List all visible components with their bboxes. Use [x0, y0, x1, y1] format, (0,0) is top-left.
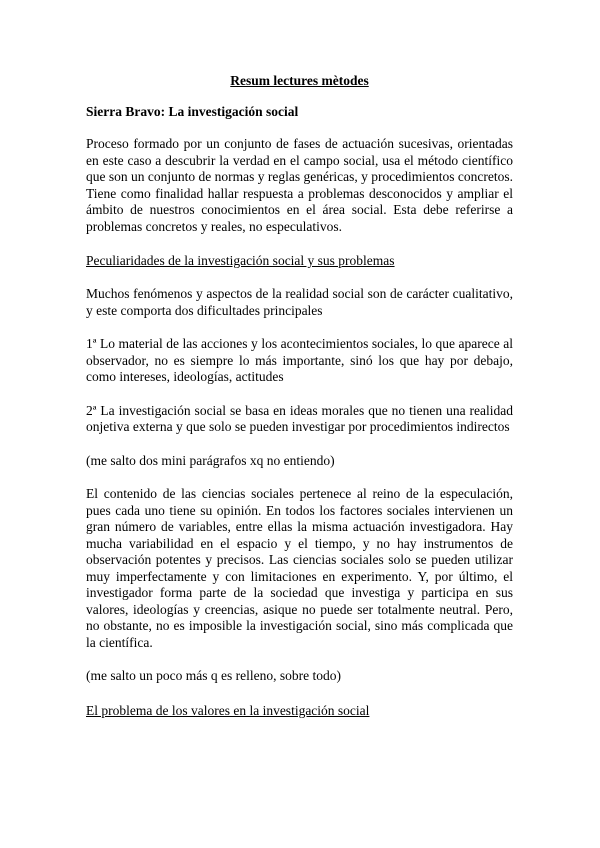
- paragraph-note-2: (me salto un poco más q es relleno, sobre todo): [86, 668, 341, 683]
- paragraph-segunda-dificultad: 2ª La investigación social se basa en ideas morales que no tienen una realidad onjetiva externa y que solo se pueden investigar por procedimientos indirectos: [86, 402, 513, 434]
- intro-paragraph: Proceso formado por un conjunto de fases de actuación sucesivas, orientadas en este caso a descubrir la verdad en el campo social, usa el método científico que son un conjunto de normas y reglas genéricas, y procedimientos concretos. Tiene como finalidad hallar respuesta a problemas desconocidos y ampliar el ámbito de nuestros conocimientos en el área social. Esta debe referirse a problemas concretos y reales, no especulativos.: [86, 136, 514, 234]
- paragraph-contenido: El contenido de las ciencias sociales pertenece al reino de la especulación, pues cada uno tiene su opinión. En todos los factores sociales intervienen un gran número de variables, entre ellas la misma actuación investigadora. Hay mucha variabilidad en el espacio y el tiempo, y no hay instrumentos de observación potentes y precisos. Las ciencias sociales solo se pueden utilizar muy imperfectamente y con limitaciones en experimento. Y, por último, el investigador forma parte de la sociedad que investiga y participa en sus valores, ideologías y creencias, asique no puede ser totalmente neutral. Pero, no obstante, no es imposible la investigación social, sino más complicada que la científica.: [86, 486, 513, 650]
- paragraph-note-1: (me salto dos mini parágrafos xq no entiendo): [86, 452, 335, 468]
- document-body: [86, 72, 513, 736]
- section-heading-valores: El problema de los valores en la investigación social: [86, 702, 370, 718]
- document-subtitle: Sierra Bravo: La investigación social: [86, 104, 299, 119]
- paragraph-fenomenos: Muchos fenómenos y aspectos de la realidad social son de carácter cualitativo, y este comporta dos dificultades principales: [86, 286, 513, 318]
- document-title: Resum lectures mètodes: [230, 73, 369, 88]
- section-heading-peculiaridades: Peculiaridades de la investigación social y sus problemas: [86, 253, 395, 268]
- paragraph-primera-dificultad: 1ª Lo material de las acciones y los acontecimientos sociales, lo que aparece al observador, no es siempre lo más importante, sinó los que hay por debajo, como intereses, ideologías, actitudes: [86, 336, 513, 384]
